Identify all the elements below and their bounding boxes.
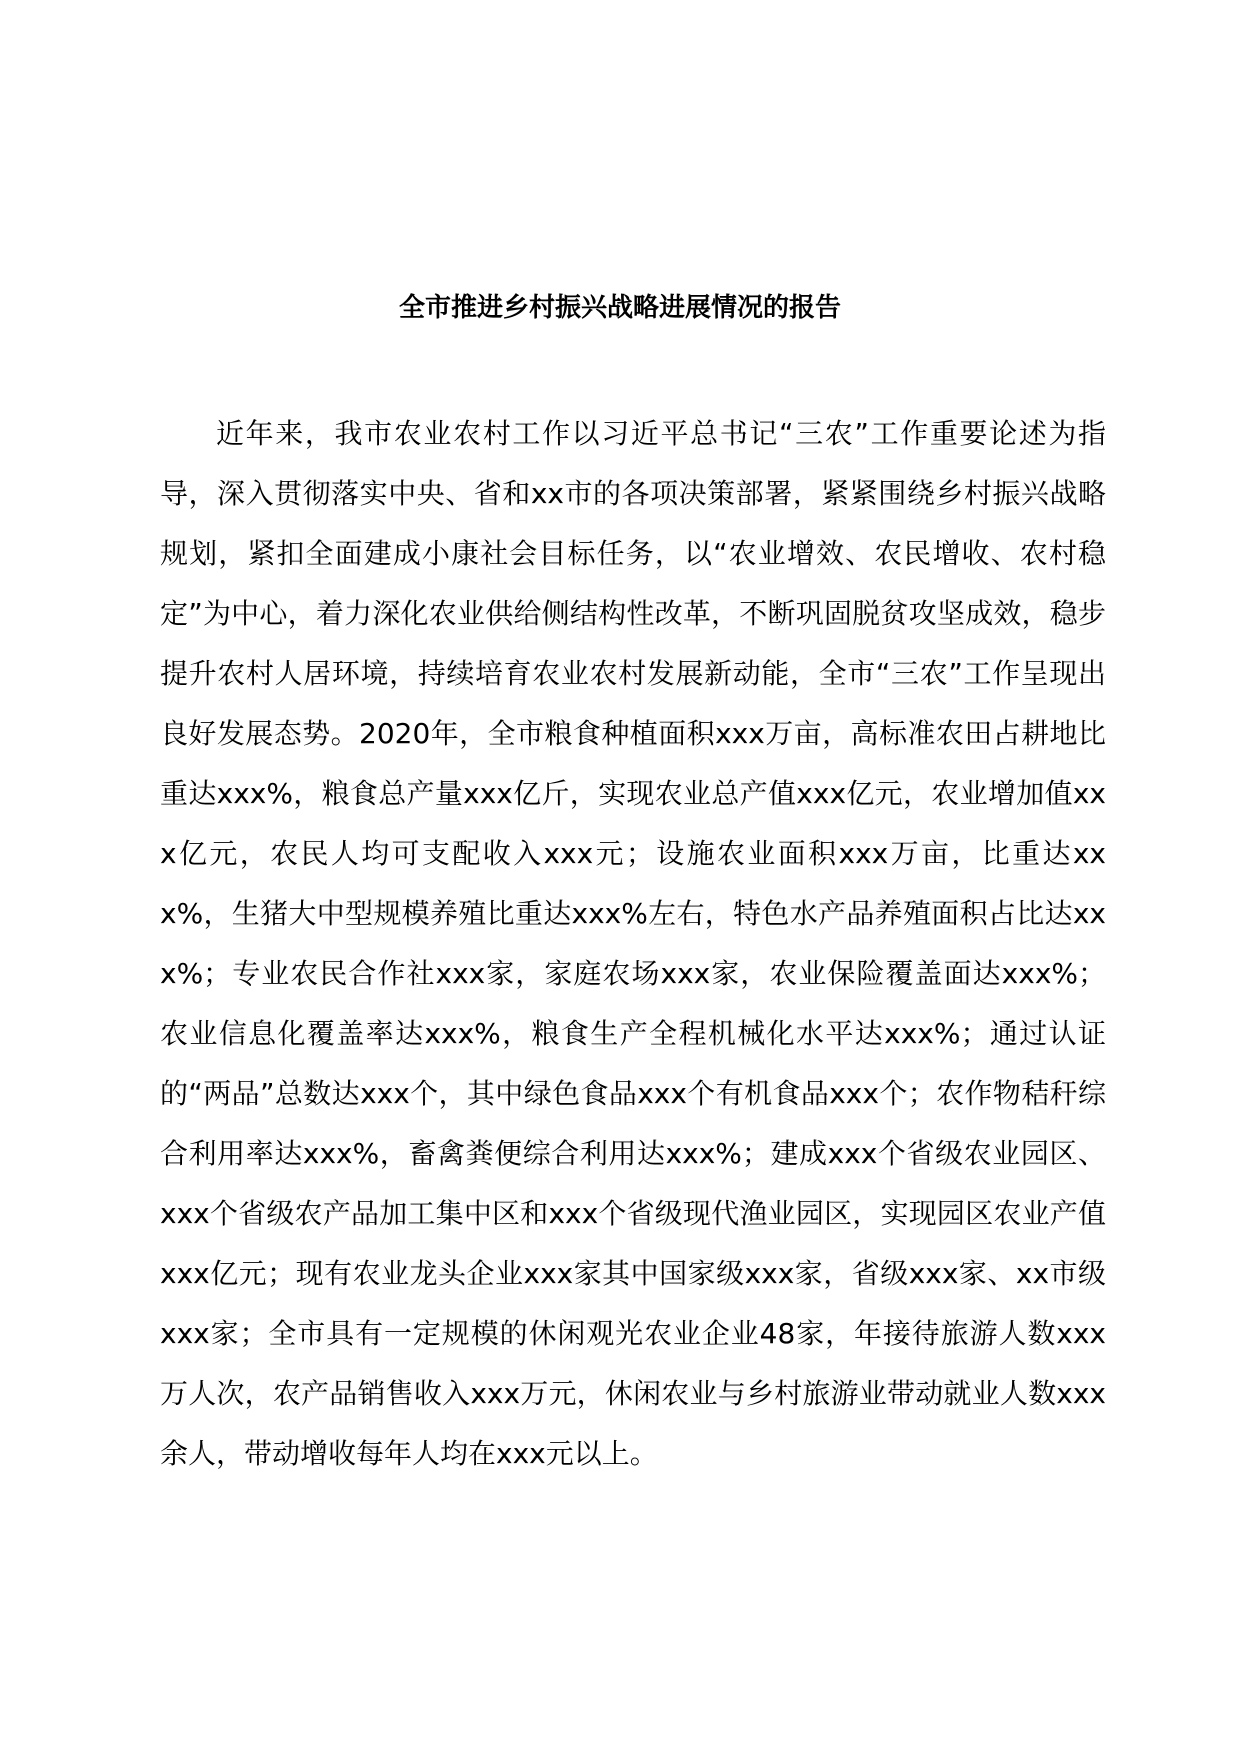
- body-paragraph: 近年来，我市农业农村工作以习近平总书记“三农”工作重要论述为指导，深入贯彻落实中央、省和xx市的各项决策部署，紧紧围绕乡村振兴战略规划，紧扣全面建成小康社会目标任务，以“农业增效、农民增收、农村稳定”为中心，着力深化农业供给侧结构性改革，不断巩固脱贫攻坚成效，稳步提升农村人居环境，持续培育农业农村发展新动能，全市“三农”工作呈现出良好发展态势。2020年，全市粮食种植面积xxx万亩，高标准农田占耕地比重达xxx%，粮食总产量xxx亿斤，实现农业总产值xxx亿元，农业增加值xxx亿元，农民人均可支配收入xxx元；设施农业面积xxx万亩，比重达xxx%，生猪大中型规模养殖比重达xxx%左右，特色水产品养殖面积占比达xxx%；专业农民合作社xxx家，家庭农场xxx家，农业保险覆盖面达xxx%；农业信息化覆盖率达xxx%，粮食生产全程机械化水平达xxx%；通过认证的“两品”总数达xxx个，其中绿色食品xxx个有机食品xxx个；农作物秸秆综合利用率达xxx%，畜禽粪便综合利用达xxx%；建成xxx个省级农业园区、xxx个省级农产品加工集中区和xxx个省级现代渔业园区，实现园区农业产值xxx亿元；现有农业龙头企业xxx家其中国家级xxx家，省级xxx家、xx市级xxx家；全市具有一定规模的休闲观光农业企业48家，年接待旅游人数xxx万人次，农产品销售收入xxx万元，休闲农业与乡村旅游业带动就业人数xxx余人，带动增收每年人均在xxx元以上。: [160, 417, 1106, 1470]
- document-title: 全市推进乡村振兴战略进展情况的报告: [398, 293, 841, 323]
